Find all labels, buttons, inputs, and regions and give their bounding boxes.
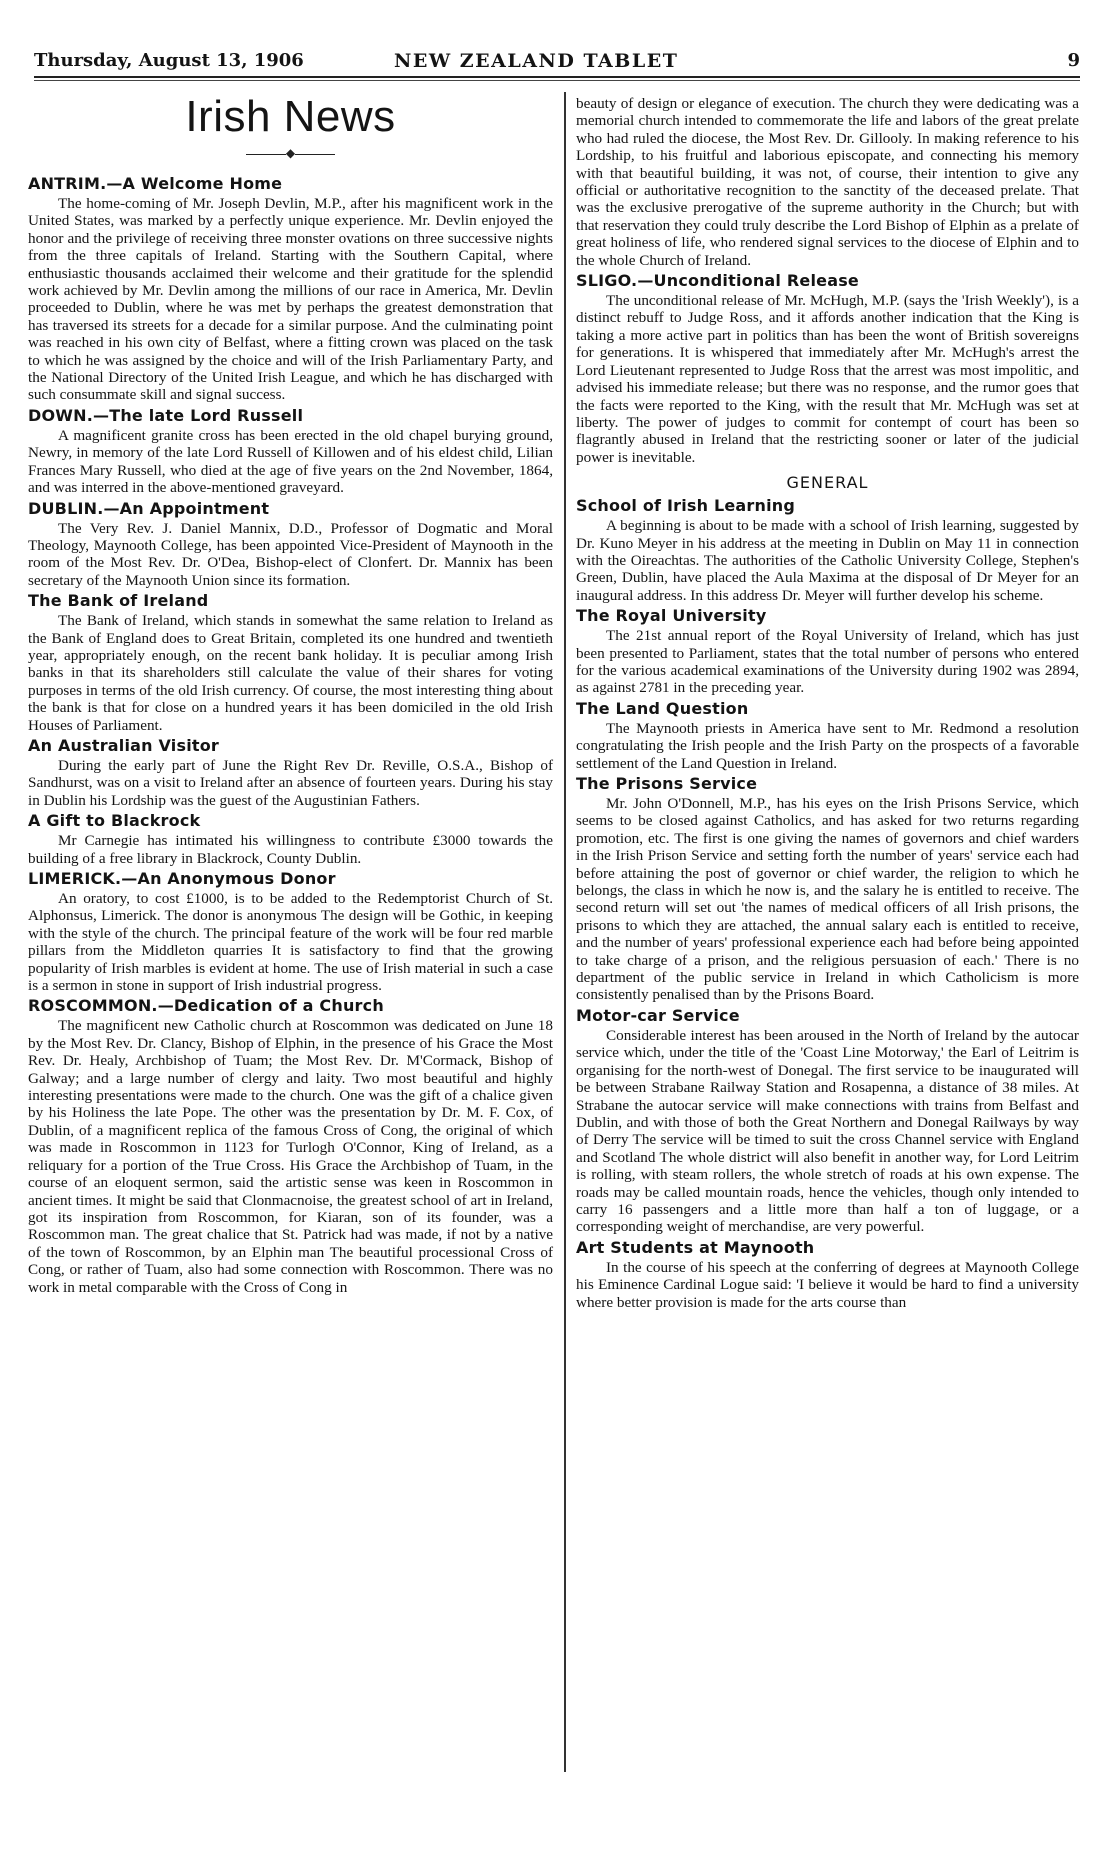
- article-body: The Very Rev. J. Daniel Mannix, D.D., Professor of Dogmatic and Moral Theology, Maynooth College, has been appointed Vice-President of Maynooth in the room of the Most Rev. Dr. O'Dea, Bishop-elect of Clonfert. Dr. Mannix has been secretary of the Maynooth Union since its formation.: [28, 519, 553, 589]
- article-body: During the early part of June the Right Rev Dr. Reville, O.S.A., Bishop of Sandhurst, was on a visit to Ireland after an absence of fourteen years. During his stay in Dublin his Lordship was the guest of the Augustinian Fathers.: [28, 756, 553, 809]
- article-limerick: [28, 869, 553, 994]
- article-body: Mr Carnegie has intimated his willingness to contribute £3000 towards the building of a free library in Blackrock, County Dublin.: [28, 832, 553, 867]
- article-gift-to-blackrock: [28, 811, 553, 867]
- article-body: The home-coming of Mr. Joseph Devlin, M.P., after his magnificent work in the United States, was marked by a perfectly unique experience. Mr. Devlin enjoyed the honor and the privilege of receiving three monster ovations on three successive nights from the three capitals of Ireland. Starting with the Southern Capital, where enthusiastic thousands acclaimed their welcome and their gratitude for the splendid work achieved by Mr. Devlin among the millions of our race in America, Mr. Devlin proceeded to Dublin, where he was met by perhaps the greatest demonstration that has traversed its streets for a decade for a similar purpose. And the culminating point was reached in his own city of Belfast, where a fitting crown was placed on the task to which he was assigned by the choice and will of the Irish Parliamentary Party, and the National Directory of the United Irish League, and which he has discharged with such consummate skill and signal success.: [28, 195, 553, 404]
- masthead: [34, 48, 1080, 74]
- article-heading: Motor-car Service: [576, 1005, 740, 1025]
- article-bank-of-ireland: [28, 591, 553, 734]
- article-land-question: [576, 699, 1079, 772]
- article-antrim: [28, 174, 553, 404]
- article-heading: DUBLIN.—An Appointment: [28, 498, 270, 518]
- article-heading: Art Students at Maynooth: [576, 1237, 815, 1257]
- article-heading: ROSCOMMON.—Dedication of a Church: [28, 996, 384, 1016]
- article-body: Considerable interest has been aroused in the North of Ireland by the autocar service which, under the title of the 'Coast Line Motorway,' the Earl of Leitrim is organising for the north-west of Donegal. The first service to be inaugurated will be between Strabane Railway Station and Rosapenna, a distance of 38 miles. At Strabane the autocar service will make connections with trains from Belfast and Dublin, and with those of both the Great Northern and Donegal Railways by way of Derry The service will be timed to suit the cross Channel service with England and Scotland The whole district will also benefit in another way, for Lord Leitrim is rolling, with steam rollers, the whole stretch of roads at his own expense. The roads may be called mountain roads, hence the vehicles, though only intended to carry 16 passengers and a little more than half a ton of luggage, or a corresponding weight of merchandise, are very powerful.: [576, 1026, 1079, 1236]
- article-body: The Bank of Ireland, which stands in somewhat the same relation to Ireland as the Bank of England does to Great Britain, completed its one hundred and twentieth year, appropriately enough, on the recent bank holiday. It is peculiar among Irish banks in that its shareholders still calculate the value of their shares for voting purposes in terms of the old Irish currency. Of course, the most interesting thing about the bank is that for close on a hundred years it has been domiciled in the old Irish Houses of Parliament.: [28, 612, 553, 734]
- newspaper-title: NEW ZEALAND TABLET: [394, 50, 679, 72]
- article-art-students-maynooth: [576, 1238, 1079, 1311]
- article-motor-car-service: [576, 1006, 1079, 1236]
- article-heading: SLIGO.—Unconditional Release: [576, 271, 859, 291]
- article-heading: The Prisons Service: [576, 774, 758, 793]
- heading-ornament: ◆: [28, 146, 553, 160]
- article-down: [28, 406, 553, 497]
- article-heading: An Australian Visitor: [28, 735, 220, 755]
- masthead-rule-thin: [34, 80, 1080, 81]
- article-dublin: [28, 499, 553, 590]
- page-number: 9: [1067, 50, 1080, 71]
- article-heading: School of Irish Learning: [576, 496, 796, 516]
- article-body: An oratory, to cost £1000, is to be added to the Redemptorist Church of St. Alphonsus, Limerick. The donor is anonymous The design will be Gothic, in keeping with the style of the church. The principal feature of the work will be four red marble pillars from the Middleton quarries It is satisfactory to find that the growing popularity of Irish marbles is evident at home. The use of Irish material in such a case is a sermon in stone in support of Irish industrial progress.: [28, 890, 553, 995]
- article-continuation: beauty of design or elegance of execution. The church they were dedicating was a memorial church intended to commemorate the life and labors of the great prelate who had ruled the diocese, the Most Rev. Dr. Gillooly. In making reference to his Lordship, to his fruitful and laborious episcopate, and connecting his memory with that beautiful building, it was not, of course, their intention to give any official or authoritative recognition to the sanctity of the deceased prelate. That was the exclusive prerogative of the supreme authority in the Church; but with that reservation they could truly describe the Lord Bishop of Elphin as a prelate of great holiness of life, who rendered signal services to the diocese of Elphin and to the whole Church of Ireland.: [576, 95, 1079, 269]
- article-body: The 21st annual report of the Royal University of Ireland, which has just been presented to Parliament, states that the total number of persons who entered for the various academical examinations of the University during 1902 was 2894, as against 2781 in the preceding year.: [576, 627, 1079, 697]
- article-heading: The Land Question: [576, 698, 749, 718]
- issue-date: Thursday, August 13, 1906: [34, 50, 304, 71]
- article-heading: LIMERICK.—An Anonymous Donor: [28, 869, 336, 888]
- article-body: The unconditional release of Mr. McHugh, M.P. (says the 'Irish Weekly'), is a distinct rebuff to Judge Ross, and it affords another indication that the King is taking a more active part in politics than has been the wont of British sovereigns for generations. It is whispered that immediately after Mr. McHugh's arrest the Lord Lieutenant represented to Judge Ross that the arrest was most impolitic, and advised his immediate release; but there was no response, and the rumor goes that the facts were reported to the King, with the result that Mr. McHugh was set at liberty. The power of judges to commit for contempt of court has been so flagrantly abused in Ireland that the restricting sooner or later of the judicial power is inevitable.: [576, 292, 1079, 466]
- article-prisons-service: [576, 774, 1079, 1004]
- article-roscommon: [28, 996, 553, 1296]
- article-heading: ANTRIM.—A Welcome Home: [28, 174, 283, 193]
- article-body: A magnificent granite cross has been erected in the old chapel burying ground, Newry, in memory of the late Lord Russell of Killowen and of his eldest child, Lilian Frances Mary Russell, who died at the age of five years on the 2nd November, 1864, and was interred in the above-mentioned graveyard.: [28, 426, 553, 497]
- article-body: The Maynooth priests in America have sent to Mr. Redmond a resolution congratulating the Irish people and the Irish Party on the prospects of a favorable settlement of the Land Question in Ireland.: [576, 719, 1079, 772]
- left-column: [28, 90, 553, 1298]
- column-divider: [564, 92, 566, 1772]
- article-body: In the course of his speech at the conferring of degrees at Maynooth College his Eminence Cardinal Logue said: 'I believe it would be hard to find a university where better provision is made for the arts course than: [576, 1258, 1079, 1311]
- article-body: The magnificent new Catholic church at Roscommon was dedicated on June 18 by the Most Rev. Dr. Clancy, Bishop of Elphin, in the presence of his Grace the Most Rev. Dr. Healy, Archbishop of Tuam; the Most Rev. Dr. M'Cormack, Bishop of Galway; and a large number of clergy and laity. Two most beautiful and highly interesting presentations were made to the church. One was the gift of a chalice given by his Holiness the late Pope. The other was the presentation by Dr. M. F. Cox, of Dublin, of a magnificent replica of the famous Cross of Cong, the original of which was made in Roscommon in 1123 for Turlogh O'Connor, King of Ireland, as a reliquary for a portion of the True Cross. His Grace the Archbishop of Tuam, in the course of an eloquent sermon, said the artistic sense was keen in Roscommon in ancient times. It might be said that Clonmacnoise, the greatest school of art in Ireland, got its inspiration from Roscommon, for Kiaran, son of its founder, was a Roscommon man. The great chalice that St. Patrick had was made, if not by a native of the town of Roscommon, by an Elphin man The beautiful processional Cross of Cong, or rather of Tuam, also had some connection with Roscommon. There was no work in metal comparable with the Cross of Cong in: [28, 1017, 553, 1296]
- article-heading: The Royal University: [576, 606, 767, 626]
- article-royal-university: [576, 606, 1079, 697]
- article-australian-visitor: [28, 736, 553, 809]
- article-heading: DOWN.—The late Lord Russell: [28, 405, 304, 425]
- article-body: Mr. John O'Donnell, M.P., has his eyes on the Irish Prisons Service, which seems to be closed against Catholics, and has asked for two returns regarding promotion, etc. The first is one giving the names of governors and chief warders in the Irish Prison Service and setting forth the number of years' service each had before attaining the post of governor or chief warder, the religion to which he belongs, the class in which he now is, and the salary he is entitled to receive. The second return will set out 'the names of medical officers of all Irish prisons, the prisons to which they are attached, the annual salary each is entitled to receive, and the number of years' professional experience each had before being appointed to take charge of a prison, and the religious persuasion of each.' There is no department of the public service in Ireland in which Catholicism is more consistently penalised than by the Prisons Board.: [576, 795, 1079, 1004]
- right-column: [576, 95, 1079, 1313]
- general-heading: GENERAL: [786, 473, 869, 493]
- article-school-of-irish-learning: [576, 496, 1079, 604]
- page-heading: Irish News: [185, 92, 396, 141]
- masthead-rule: [34, 76, 1080, 78]
- article-heading: The Bank of Ireland: [28, 591, 209, 611]
- article-heading: A Gift to Blackrock: [28, 811, 201, 831]
- article-sligo: [576, 271, 1079, 466]
- article-body: A beginning is about to be made with a school of Irish learning, suggested by Dr. Kuno Meyer in his address at the meeting in Dublin on May 11 in connection with the Oireachtas. The authorities of the Catholic University College, Stephen's Green, Dublin, have placed the Aula Maxima at the disposal of Dr Meyer for an inaugural address. In this address Dr. Meyer will further develop his scheme.: [576, 517, 1079, 604]
